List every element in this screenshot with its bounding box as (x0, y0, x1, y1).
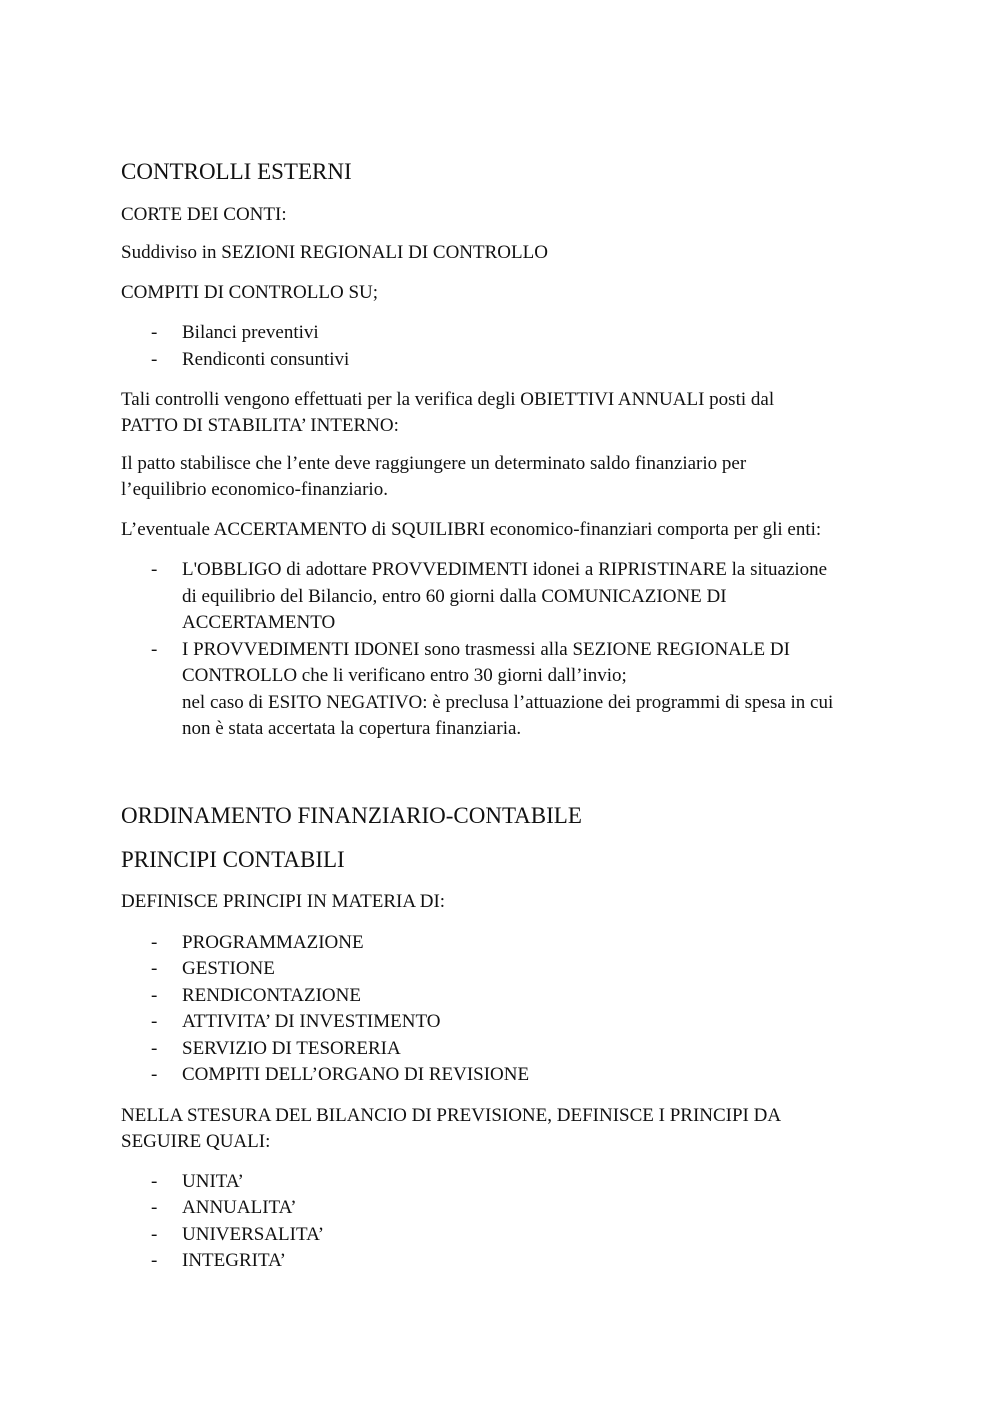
section-subtitle-principi: PRINCIPI CONTABILI (121, 846, 345, 872)
list-materie (121, 930, 891, 1089)
dash-bullet: - (151, 348, 158, 370)
list-item: - RENDICONTAZIONE (121, 983, 891, 1010)
paragraph-patto: Il patto stabilisce che l’ente deve raggiungere un determinato saldo finanziario per l’equilibrio economico-finanziario. (121, 453, 747, 500)
list-obblighi (121, 557, 891, 743)
list-item: - COMPITI DELL’ORGANO DI REVISIONE (121, 1062, 891, 1089)
paragraph-stesura-bilancio: NELLA STESURA DEL BILANCIO DI PREVISIONE, DEFINISCE I PRINCIPI DA SEGUIRE QUALI: (121, 1104, 782, 1152)
paragraph-compiti: COMPITI DI CONTROLLO SU; (121, 282, 379, 303)
list-item: - ATTIVITA’ DI INVESTIMENTO (121, 1009, 891, 1036)
list-item: - GESTIONE (121, 956, 891, 983)
list-item: - UNIVERSALITA’ (121, 1222, 891, 1249)
paragraph-accertamento: L’eventuale ACCERTAMENTO di SQUILIBRI economico-finanziari comporta per gli enti: (121, 519, 822, 540)
document-page (121, 157, 891, 1275)
list-compiti (121, 320, 891, 373)
list-item: - INTEGRITA’ (121, 1248, 891, 1275)
dash-bullet: - (151, 1197, 158, 1218)
list-item: - Rendiconti consuntivi (121, 347, 891, 374)
list-item: - PROGRAMMAZIONE (121, 930, 891, 957)
paragraph-verifica-obiettivi: Tali controlli vengono effettuati per la verifica degli OBIETTIVI ANNUALI posti dal PATTO DI STABILITA’ INTERNO: (121, 389, 775, 436)
dash-bullet: - (151, 1011, 158, 1032)
dash-bullet: - (151, 322, 158, 343)
list-item: - UNITA’ (121, 1169, 891, 1196)
dash-bullet: - (151, 1064, 158, 1085)
list-item: - Bilanci preventivi (121, 320, 891, 347)
paragraph-corte-dei-conti: CORTE DEI CONTI: (121, 204, 287, 225)
list-item: - L'OBBLIGO di adottare PROVVEDIMENTI idonei a RIPRISTINARE la situazione di equilibrio del Bilancio, entro 60 giorni dalla COMUNICAZIONE DI ACCERTAMENTO (151, 559, 828, 633)
dash-bullet: - (151, 1223, 158, 1245)
paragraph-definisce: DEFINISCE PRINCIPI IN MATERIA DI: (121, 890, 446, 912)
dash-bullet: - (151, 1170, 158, 1192)
dash-bullet: - (151, 559, 158, 580)
dash-bullet: - (151, 1037, 158, 1059)
list-item: - SERVIZIO DI TESORERIA (121, 1036, 891, 1063)
list-principi (121, 1169, 891, 1275)
paragraph-sezioni-regionali: Suddiviso in SEZIONI REGIONALI DI CONTROLLO (121, 242, 548, 263)
dash-bullet: - (151, 984, 158, 1006)
dash-bullet: - (151, 931, 158, 953)
dash-bullet: - (151, 958, 158, 979)
section-title-ordinamento: ORDINAMENTO FINANZIARIO-CONTABILE (121, 802, 582, 828)
section-title-controlli-esterni: CONTROLLI ESTERNI (121, 159, 352, 184)
dash-bullet: - (151, 1250, 158, 1271)
list-item: - I PROVVEDIMENTI IDONEI sono trasmessi alla SEZIONE REGIONALE DI CONTROLLO che li verificano entro 30 giorni dall’invio; nel caso di ESITO NEGATIVO: è preclusa l’attuazione dei programmi di spesa in cui non è stata accertata la copertura finanziaria. (151, 638, 834, 739)
dash-bullet: - (151, 638, 158, 660)
list-item: - ANNUALITA’ (121, 1195, 891, 1222)
